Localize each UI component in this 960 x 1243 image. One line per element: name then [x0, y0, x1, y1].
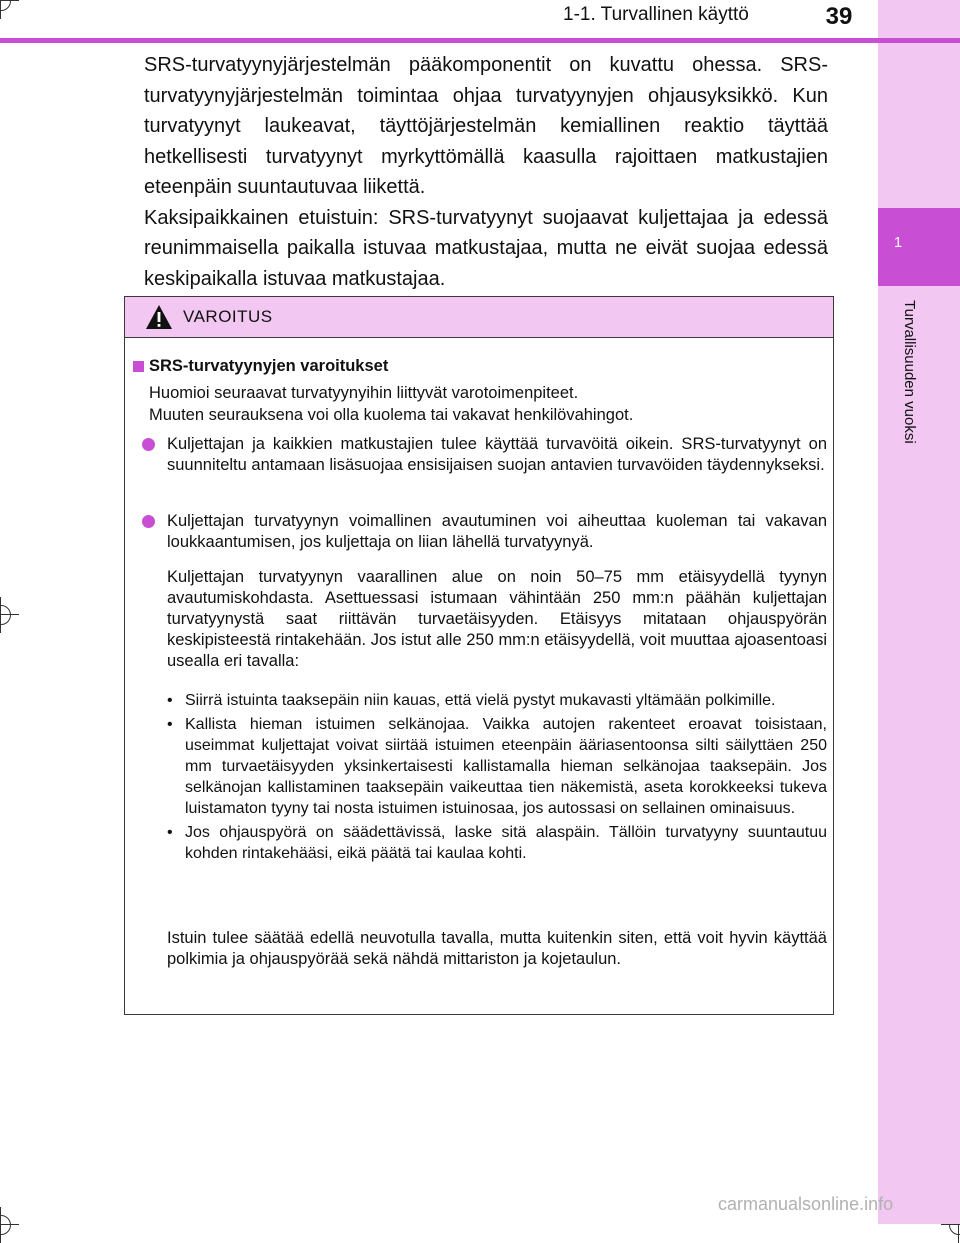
chapter-tab[interactable] [878, 208, 960, 286]
page-number: 39 [800, 0, 878, 38]
intro-paragraph: SRS-turvatyynyjärjestelmän pääkomponentit on kuvattu ohessa. SRS-turvatyynyjärjestelmän toimintaa ohjaa turvatyynyjen ohjausyksikkö. Kun turvatyynyt laukeavat, täyttöjärjestelmän kemiallinen reaktio täyttää hetkellisesti turvatyynyt myrkyttömällä kaasulla rajoittaen matkustajien eteenpäin suuntautuvaa liikettä. [144, 54, 828, 198]
intro-text [144, 50, 828, 294]
circle-bullet-icon [142, 515, 155, 528]
warning-bullet: Kuljettajan ja kaikkien matkustajien tulee käyttää turvavöitä oikein. SRS-turvatyynyt on suunniteltu antamaan lisäsuojaa ensisijaisen suojan antavien turvavöiden täydennykseksi. [167, 435, 827, 474]
square-bullet-icon [133, 361, 144, 372]
chapter-number: 1 [893, 234, 903, 251]
crop-mark-bottom-left [0, 1207, 19, 1243]
warning-subtitle: SRS-turvatyynyjen varoitukset [149, 357, 389, 375]
list-item: • Kallista hieman istuimen selkänojaa. Vaikka autojen rakenteet eroavat toisistaan, useimmat kuljettajat voivat siirtää istuimen eteenpäin ääriasentoonsa silti säilyttäen 250 mm turvaetäisyyden yksinkertaisesti kallistamalla hieman selkänojaa taaksepäin. Jos selkänojan kallistaminen taaksepäin vaikeuttaa tien näkemistä, aseta korokkeeksi tukeva luistamaton tyyny tai nosta istuimen istuinosaa, jos autossasi on sellainen ominaisuus. [167, 714, 827, 819]
header-rule [0, 38, 960, 43]
warning-line: Huomioi seuraavat turvatyynyihin liittyvät varotoimenpiteet. [149, 384, 579, 402]
crop-mark-top-left [0, 0, 19, 19]
warning-box [124, 296, 834, 1015]
list-item: • Jos ohjauspyörä on säädettävissä, laske sitä alaspäin. Tällöin turvatyyny suuntautuu kohden rintakehääsi, eikä päätä tai kaulaa kohti. [167, 822, 827, 864]
chapter-sidebar [878, 0, 960, 1224]
warning-closing: Istuin tulee säätää edellä neuvotulla tavalla, mutta kuitenkin siten, että voit hyvin käyttää polkimia ja ohjauspyörää sekä nähdä mittariston ja kojetaulun. [167, 929, 827, 968]
crop-mark-mid-left [0, 597, 19, 633]
warning-triangle-icon [145, 304, 173, 330]
warning-header [125, 297, 833, 338]
section-title: 1-1. Turvallinen käyttö [563, 4, 749, 25]
intro-paragraph: Kaksipaikkainen etuistuin: SRS-turvatyynyt suojaavat kuljettajaa ja edessä reunimmaisella paikalla istuvaa matkustajaa, mutta ne eivät suojaa edessä keskipaikalla istuvaa matkustajaa. [144, 206, 828, 290]
circle-bullet-icon [142, 438, 155, 451]
warning-label: VAROITUS [183, 307, 273, 326]
adjustment-list [167, 690, 827, 867]
watermark: carmanualsonline.info [718, 1194, 894, 1214]
warning-detail: Kuljettajan turvatyynyn vaarallinen alue on noin 50–75 mm etäisyydellä tyynyn avautumiskohdasta. Asettuessasi istumaan vähintään 250 mm:n päähän kuljettajan turvatyynystä saat riittävän turvaetäisyyden. Etäisyys mitataan ohjauspyörän keskipisteestä rintakehään. Jos istut alle 250 mm:n etäisyydellä, voit muuttaa ajoasentoasi usealla eri tavalla: [167, 568, 827, 670]
warning-line: Muuten seurauksena voi olla kuolema tai vakavat henkilövahingot. [149, 406, 634, 424]
list-item: • Siirrä istuinta taaksepäin niin kauas, että vielä pystyt mukavasti yltämään polkimille. [167, 690, 827, 711]
warning-bullet: Kuljettajan turvatyynyn voimallinen avautuminen voi aiheuttaa kuoleman tai vakavan loukkaantumisen, jos kuljettaja on liian lähellä turvatyynyä. [167, 512, 827, 551]
chapter-title: Turvallisuuden vuoksi [901, 300, 918, 444]
